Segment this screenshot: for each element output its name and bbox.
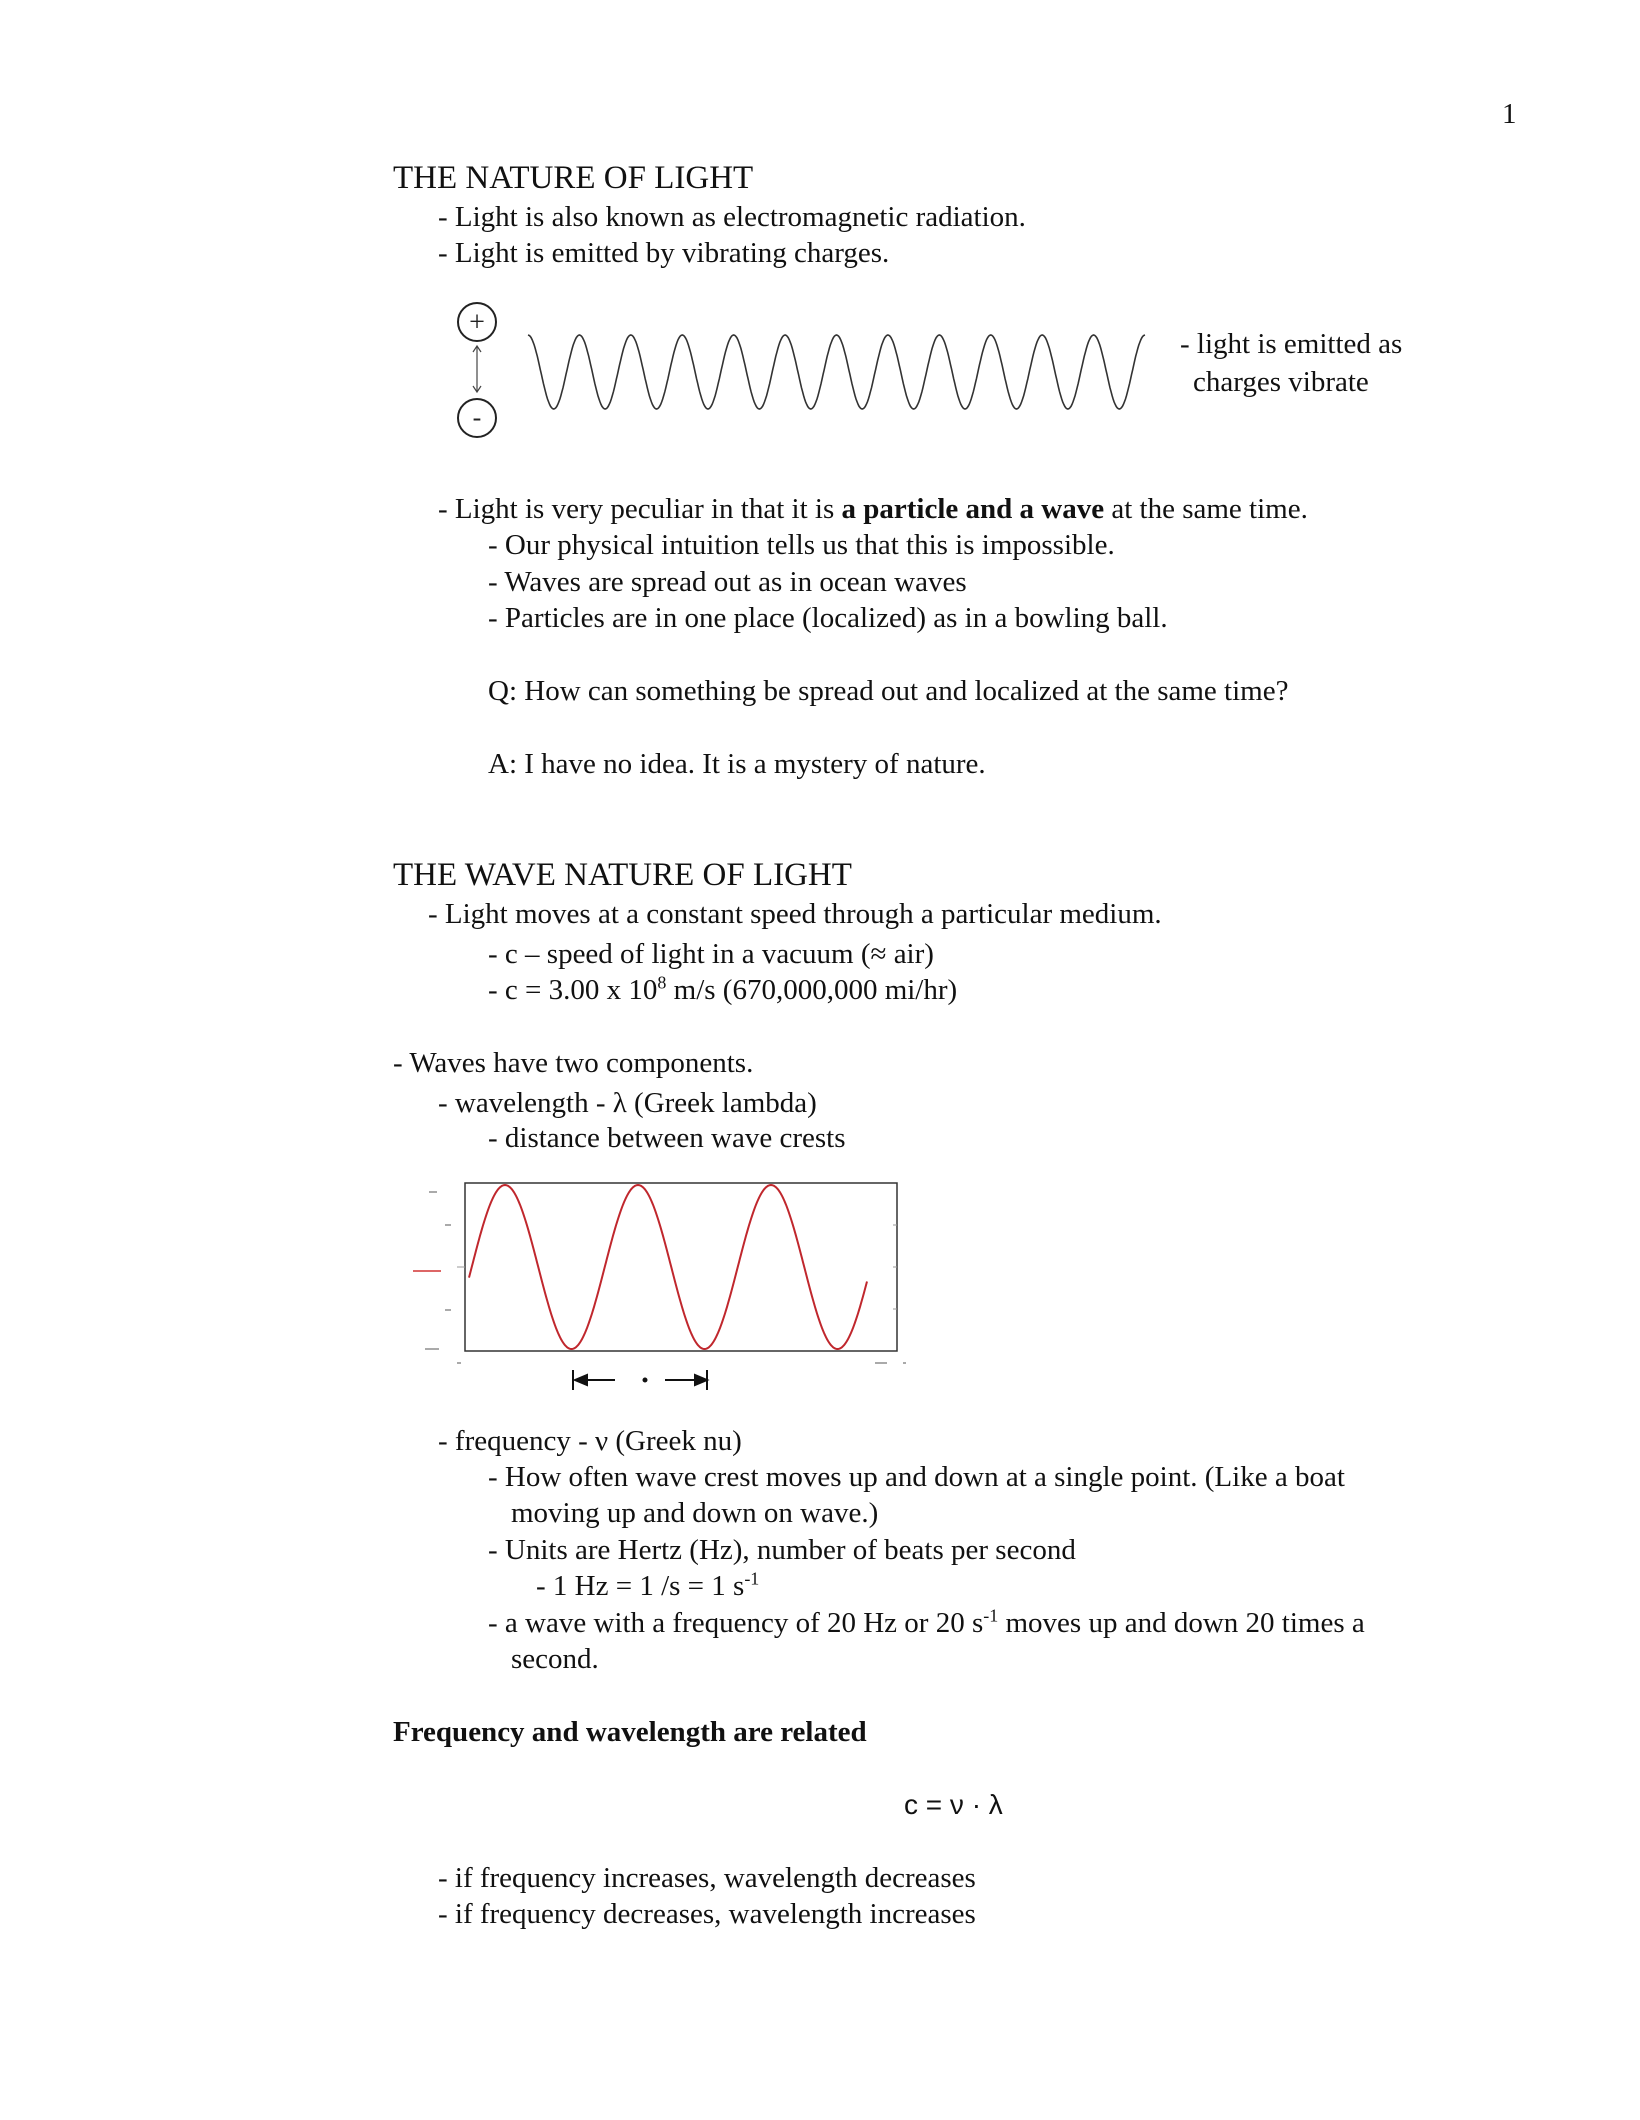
text: m/s (670,000,000 mi/hr) xyxy=(666,974,958,1006)
wavelength-graph xyxy=(405,1180,925,1390)
bullet-text: at the same time. xyxy=(1104,493,1308,525)
wavelength-arrow-icon xyxy=(573,1370,707,1390)
sub-bullet: - Our physical intuition tells us that this is impossible. xyxy=(488,529,1115,561)
sub-bullet: - Particles are in one place (localized) as in a bowling ball. xyxy=(488,602,1168,634)
emitted-wave-icon xyxy=(528,335,1145,409)
sub-bullet: - Waves are spread out as in ocean waves xyxy=(488,566,967,598)
text: - 1 Hz = 1 /s = 1 s xyxy=(536,1570,745,1602)
bullet: - Light is also known as electromagnetic radiation. xyxy=(438,201,1026,233)
plus-label: + xyxy=(469,307,485,338)
vibrating-charges-diagram xyxy=(440,296,1160,446)
relation-heading: Frequency and wavelength are related xyxy=(393,1716,867,1748)
sine-wave-curve xyxy=(469,1185,867,1349)
graph-frame xyxy=(465,1183,897,1351)
superscript: -1 xyxy=(983,1605,999,1626)
double-arrow-icon xyxy=(473,346,481,392)
bullet: - if frequency decreases, wavelength increases xyxy=(438,1898,976,1930)
text: - c = 3.00 x 10 xyxy=(488,974,658,1006)
answer: A: I have no idea. It is a mystery of nature. xyxy=(488,748,986,780)
text: - a wave with a frequency of 20 Hz or 20 s xyxy=(488,1607,984,1639)
section-title: THE WAVE NATURE OF LIGHT xyxy=(393,857,852,893)
bullet: - Light is emitted by vibrating charges. xyxy=(438,237,890,269)
axis-ticks xyxy=(457,1225,897,1309)
bullet: - Waves have two components. xyxy=(393,1047,754,1079)
section-title: THE NATURE OF LIGHT xyxy=(393,160,754,196)
sub-bullet: - c – speed of light in a vacuum (≈ air) xyxy=(488,938,934,970)
question: Q: How can something be spread out and localized at the same time? xyxy=(488,675,1289,707)
sub-bullet: - frequency - ν (Greek nu) xyxy=(438,1425,742,1457)
sub-bullet: - How often wave crest moves up and down at a single point. (Like a boat xyxy=(488,1461,1345,1493)
bullet: - if frequency increases, wavelength decreases xyxy=(438,1862,976,1894)
text: moves up and down 20 times a xyxy=(998,1607,1365,1639)
faint-axis-marks xyxy=(413,1191,906,1364)
equation: c = ν · λ xyxy=(904,1789,1003,1820)
sub-bullet xyxy=(536,1568,759,1604)
superscript: -1 xyxy=(744,1568,760,1589)
bullet xyxy=(438,491,1308,527)
sub-bullet xyxy=(488,1605,1365,1641)
bullet-text: - Light is very peculiar in that it is xyxy=(438,493,842,525)
superscript: 8 xyxy=(657,972,667,993)
page-number: 1 xyxy=(1502,98,1517,130)
sub-bullet xyxy=(488,972,957,1008)
sub-bullet: - Units are Hertz (Hz), number of beats per second xyxy=(488,1534,1076,1566)
minus-label: - xyxy=(472,403,482,432)
continuation: second. xyxy=(511,1643,599,1675)
continuation: moving up and down on wave.) xyxy=(511,1497,879,1529)
sub-bullet: - wavelength - λ (Greek lambda) xyxy=(438,1087,817,1119)
sub-bullet: - distance between wave crests xyxy=(488,1122,846,1154)
bold-text: a particle and a wave xyxy=(841,493,1105,525)
diagram-note: charges vibrate xyxy=(1193,366,1369,398)
bullet: - Light moves at a constant speed through a particular medium. xyxy=(428,898,1162,930)
diagram-note: - light is emitted as xyxy=(1180,328,1403,360)
